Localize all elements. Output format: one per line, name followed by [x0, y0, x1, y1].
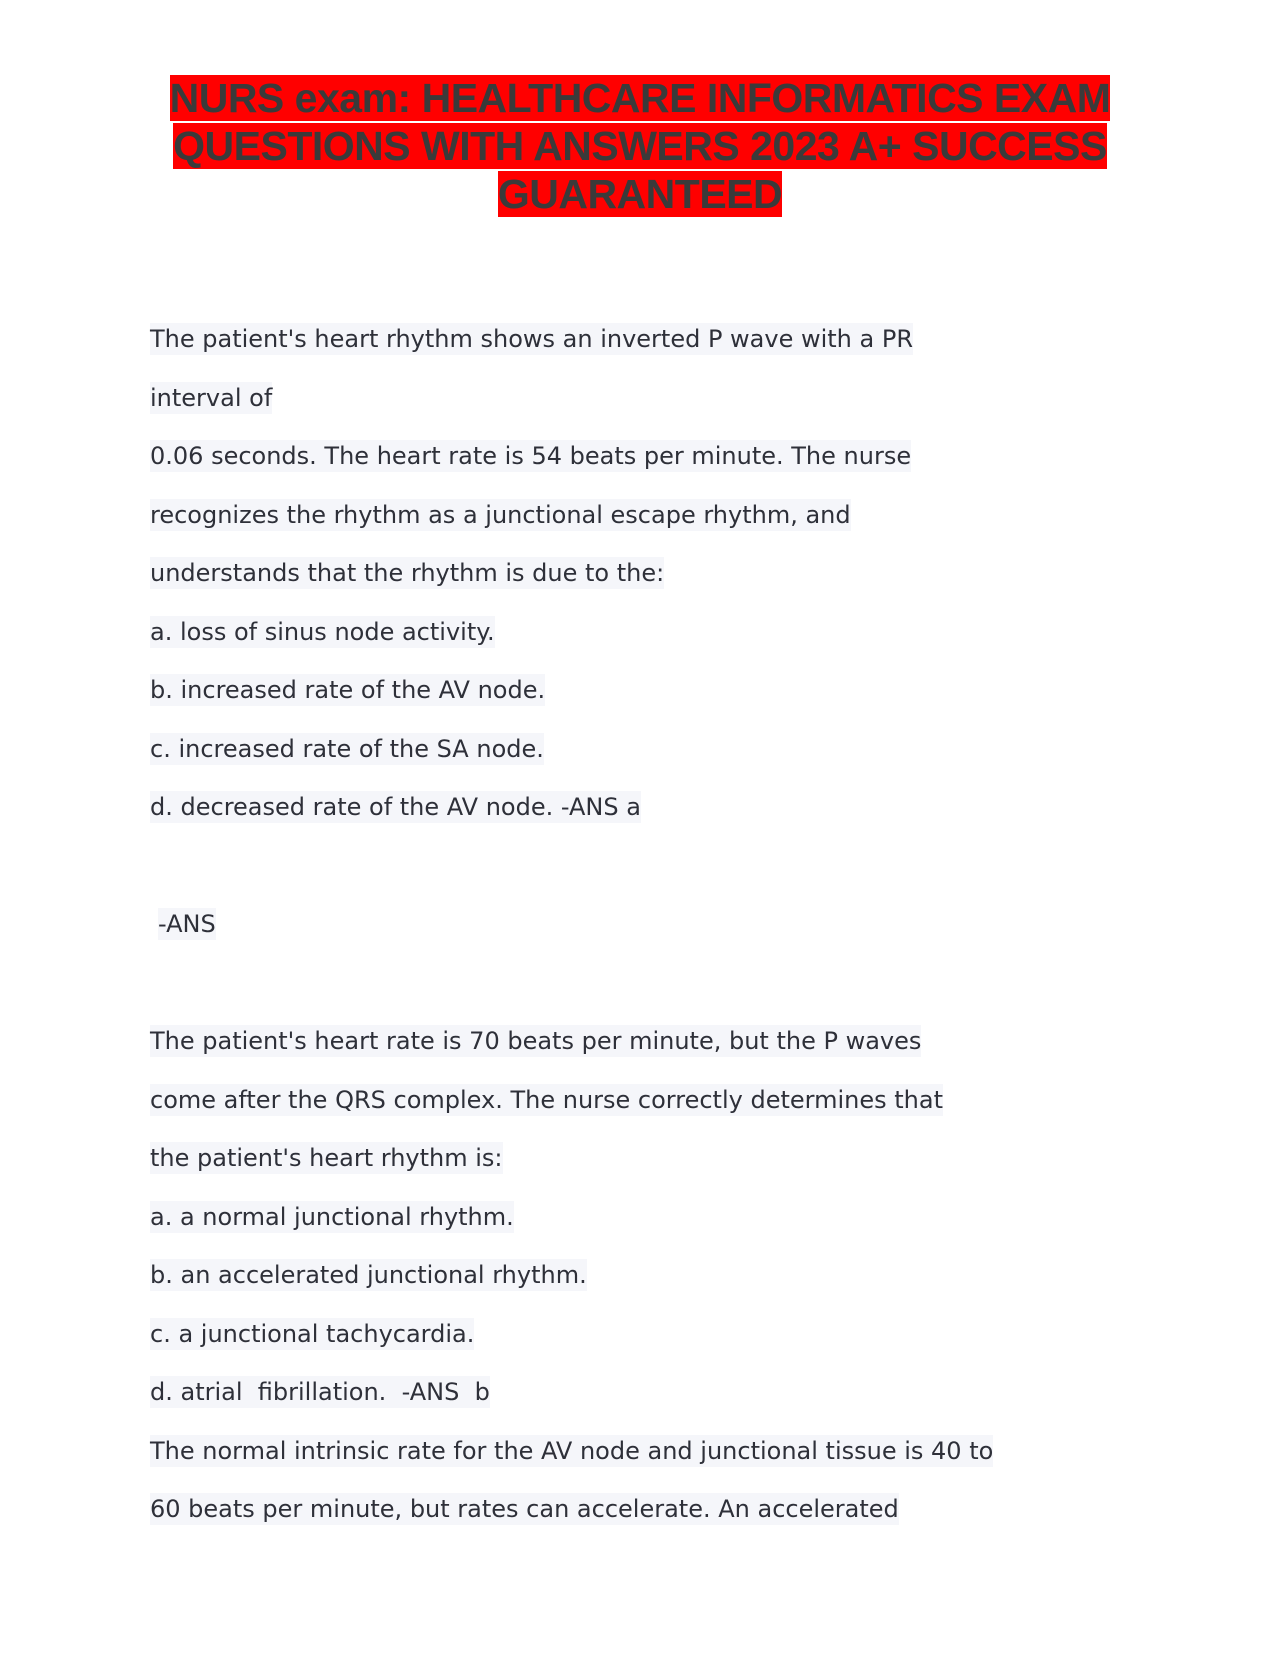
question-1-stem-line: recognizes the rhythm as a junctional escape rhythm, and [150, 500, 851, 529]
question-2-option-a: a. a normal junctional rhythm. [150, 1202, 514, 1231]
answer-marker: -ANS [158, 910, 216, 938]
title-line-text: NURS exam: HEALTHCARE INFORMATICS EXAM [169, 75, 1111, 121]
question-1-option-c: c. increased rate of the SA node. [150, 734, 544, 763]
question-2-option-d: d. atrial fibrillation. -ANS b [150, 1378, 490, 1406]
question-1-option-a: a. loss of sinus node activity. [150, 617, 495, 646]
document-body [150, 310, 1130, 1539]
question-1-option-b: b. increased rate of the AV node. [150, 676, 546, 704]
question-2-stem-line: come after the QRS complex. The nurse correctly determines that [150, 1085, 943, 1114]
document-title [150, 74, 1130, 218]
question-1-stem-line: The patient's heart rhythm shows an inverted P wave with a PR [150, 325, 914, 353]
question-1-stem-line: understands that the rhythm is due to the: [150, 559, 665, 587]
title-line-text: GUARANTEED [497, 171, 783, 217]
question-2-option-b: b. an accelerated junctional rhythm. [150, 1261, 587, 1289]
title-line [150, 170, 1130, 218]
question-2-stem-line: The patient's heart rate is 70 beats per minute, but the P waves [150, 1027, 922, 1055]
question-1-stem-line: 0.06 seconds. The heart rate is 54 beats per minute. The nurse [150, 442, 912, 470]
spacer [150, 954, 1130, 1013]
title-line [150, 74, 1130, 122]
question-1-option-d: d. decreased rate of the AV node. -ANS a [150, 793, 641, 821]
title-line [150, 122, 1130, 170]
question-2-explanation-line: The normal intrinsic rate for the AV node and junctional tissue is 40 to [150, 1436, 994, 1465]
question-2-stem-line: the patient's heart rhythm is: [150, 1144, 503, 1172]
question-1-stem-line: interval of [150, 383, 273, 412]
spacer [150, 837, 1130, 896]
question-2-option-c: c. a junctional tachycardia. [150, 1319, 475, 1348]
title-line-text: QUESTIONS WITH ANSWERS 2023 A+ SUCCESS [173, 123, 1107, 169]
question-2-explanation-line: 60 beats per minute, but rates can accelerate. An accelerated [150, 1495, 899, 1523]
